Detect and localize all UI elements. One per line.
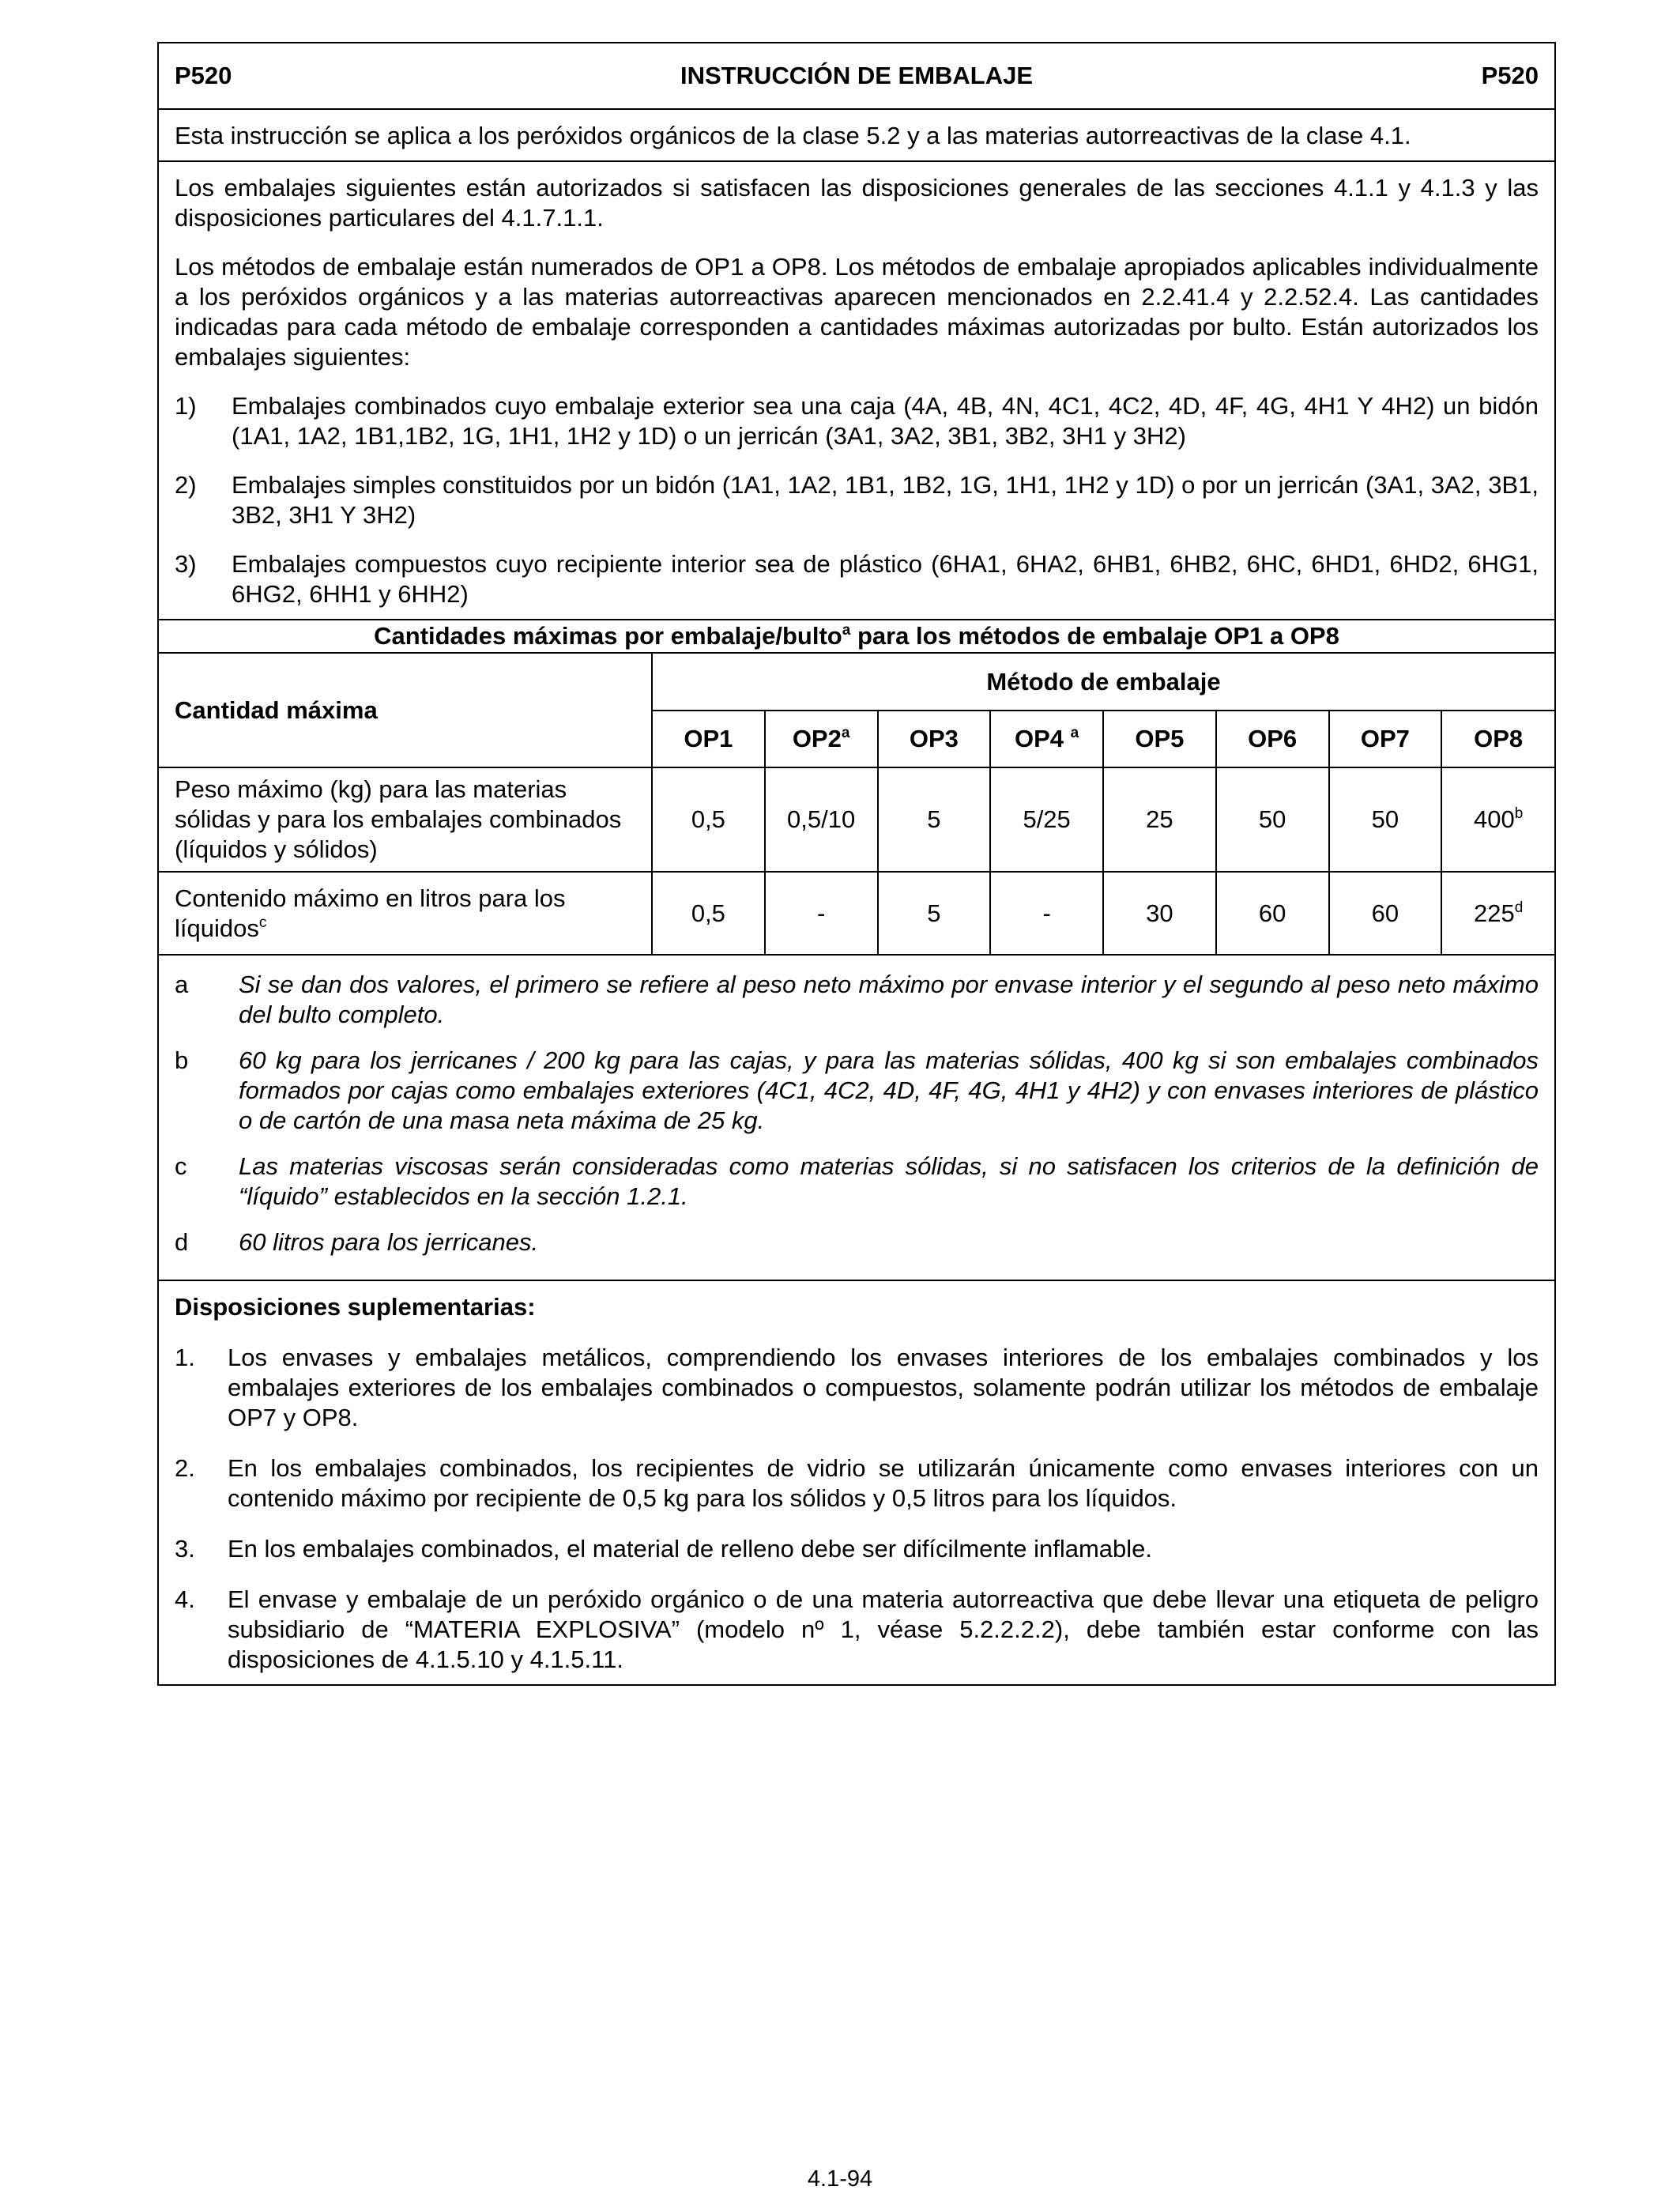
method-header: OP7 [1329,711,1442,767]
item-number: 3. [175,1535,195,1563]
table-cell: 50 [1216,767,1329,872]
table-cell: 0,5/10 [765,767,878,872]
method-group-header: Método de embalaje [652,654,1554,711]
scope-section [159,110,1554,162]
item-text: En los embalajes combinados, los recipientes de vidrio se utilizarán únicamente como envases interiores con un contenido máximo por recipiente de 0,5 kg para los sólidos y 0,5 litros para los líquidos. [228,1454,1539,1512]
row-label: Peso máximo (kg) para las materias sólidas y para los embalajes combinados (líquidos y sólidos) [159,767,652,872]
packing-instruction-frame [157,42,1556,1686]
item-number: 1. [175,1344,195,1371]
footnote-text: 60 kg para los jerricanes / 200 kg para las cajas, y para las materias sólidas, 400 kg si son embalajes combinados formados por cajas como embalajes exteriores (4C1, 4C2, 4D, 4F, 4G, 4H1 y 4H2) y con envases interiores de plástico o de cartón de una masa neta máxima de 25 kg. [239,1046,1539,1134]
footnote [175,970,1539,1030]
method-header: OP5 [1103,711,1216,767]
instruction-header [159,43,1554,110]
row-label: Contenido máximo en litros para los líquidos$^c$ [159,872,652,955]
table-cell: 30 [1103,872,1216,955]
footnote [175,1152,1539,1212]
supplementary-item [175,1585,1539,1675]
table-cell: 25 [1103,767,1216,872]
max-quantities-table [159,654,1554,956]
table-row [159,767,1554,872]
page-number: 4.1-94 [807,2166,873,2192]
table-cell: - [990,872,1103,955]
general-provisions-section [159,162,1554,620]
item-text: Embalajes combinados cuyo embalaje exterior sea una caja (4A, 4B, 4N, 4C1, 4C2, 4D, 4F, 4G, 4H1 Y 4H2) un bidón (1A1, 1A2, 1B1,1B2, 1G, 1H1, 1H2 y 1D) o un jerricán (3A1, 3A2, 3B1, 3B2, 3H1 y 3H2) [232,392,1539,450]
scope-text: Esta instrucción se aplica a los peróxidos orgánicos de la clase 5.2 y a las materias autorreactivas de la clase 4.1. [175,122,1411,149]
footnote-text: Las materias viscosas serán consideradas como materias sólidas, si no satisfacen los criterios de la definición de “líquido” establecidos en la sección 1.2.1. [239,1152,1539,1210]
table-cell: 5/25 [990,767,1103,872]
footnotes-section [159,956,1554,1281]
quantities-table-title: Cantidades máximas por embalaje/bulto$^a$ para los métodos de embalaje OP1 a OP8 [159,620,1554,654]
supplementary-item [175,1534,1539,1564]
table-row [159,872,1554,955]
table-cell: 5 [878,767,991,872]
method-header: OP2$^a$ [765,711,878,767]
footnote [175,1046,1539,1136]
table-cell: 60 [1216,872,1329,955]
corner-label: Cantidad máxima [159,654,652,767]
footnote-text: 60 litros para los jerricanes. [239,1228,539,1256]
item-text: Embalajes compuestos cuyo recipiente interior sea de plástico (6HA1, 6HA2, 6HB1, 6HB2, 6HC, 6HD1, 6HD2, 6HG1, 6HG2, 6HH1 y 6HH2) [232,550,1539,608]
footnote-key: d [175,1228,189,1256]
table-cell: - [765,872,878,955]
packaging-item [175,549,1539,609]
item-number: 4. [175,1585,195,1613]
supplementary-item [175,1343,1539,1433]
method-header: OP4 $^a$ [990,711,1103,767]
instruction-code-right: P520 [1481,62,1539,89]
instruction-title: INSTRUCCIÓN DE EMBALAJE [680,62,1034,89]
item-number: 2. [175,1454,195,1482]
item-number: 2) [175,471,197,499]
footnote [175,1227,1539,1257]
supplementary-item [175,1453,1539,1514]
method-header: OP8 [1441,711,1554,767]
item-text: Embalajes simples constituidos por un bidón (1A1, 1A2, 1B1, 1B2, 1G, 1H1, 1H2 y 1D) o por un jerricán (3A1, 3A2, 3B1, 3B2, 3H1 Y 3H2) [232,471,1539,529]
table-cell: 50 [1329,767,1442,872]
footnote-key: c [175,1152,187,1180]
item-text: En los embalajes combinados, el material de relleno debe ser difícilmente inflamable. [228,1535,1153,1563]
method-header: OP1 [652,711,765,767]
method-header: OP6 [1216,711,1329,767]
instruction-code-left: P520 [175,62,232,89]
item-number: 3) [175,550,197,578]
table-cell: 225$^d$ [1441,872,1554,955]
table-cell: 0,5 [652,872,765,955]
general-paragraph-1: Los embalajes siguientes están autorizados si satisfacen las disposiciones generales de las secciones 4.1.1 y 4.1.3 y las disposiciones particulares del 4.1.7.1.1. [175,174,1539,232]
table-cell: 0,5 [652,767,765,872]
general-paragraph-2: Los métodos de embalaje están numerados de OP1 a OP8. Los métodos de embalaje apropiados aplicables individualmente a los peróxidos orgánicos y a las materias autorreactivas aparecen mencionados en 2.2.41.4 y 2.2.52.4. Las cantidades indicadas para cada método de embalaje corresponden a cantidades máximas autorizadas por bulto. Están autorizados los embalajes siguientes: [175,253,1539,371]
item-text: El envase y embalaje de un peróxido orgánico o de una materia autorreactiva que debe llevar una etiqueta de peligro subsidiario de “MATERIA EXPLOSIVA” (modelo nº 1, véase 5.2.2.2.2), debe también estar conforme con las disposiciones de 4.1.5.10 y 4.1.5.11. [228,1585,1539,1673]
packaging-item [175,470,1539,530]
footnote-key: b [175,1046,189,1074]
footnote-text: Si se dan dos valores, el primero se refiere al peso neto máximo por envase interior y el segundo al peso neto máximo del bulto completo. [239,971,1539,1028]
supplementary-heading: Disposiciones suplementarias: [175,1293,536,1321]
method-header: OP3 [878,711,991,767]
table-cell: 60 [1329,872,1442,955]
packaging-item [175,391,1539,451]
item-text: Los envases y embalajes metálicos, comprendiendo los envases interiores de los embalajes combinados y los embalajes exteriores de los embalajes combinados o compuestos, solamente podrán utilizar los métodos de embalaje OP7 y OP8. [228,1344,1539,1431]
item-number: 1) [175,392,197,420]
table-cell: 5 [878,872,991,955]
table-cell: 400$^b$ [1441,767,1554,872]
supplementary-provisions-section [159,1281,1554,1684]
footnote-key: a [175,971,189,998]
